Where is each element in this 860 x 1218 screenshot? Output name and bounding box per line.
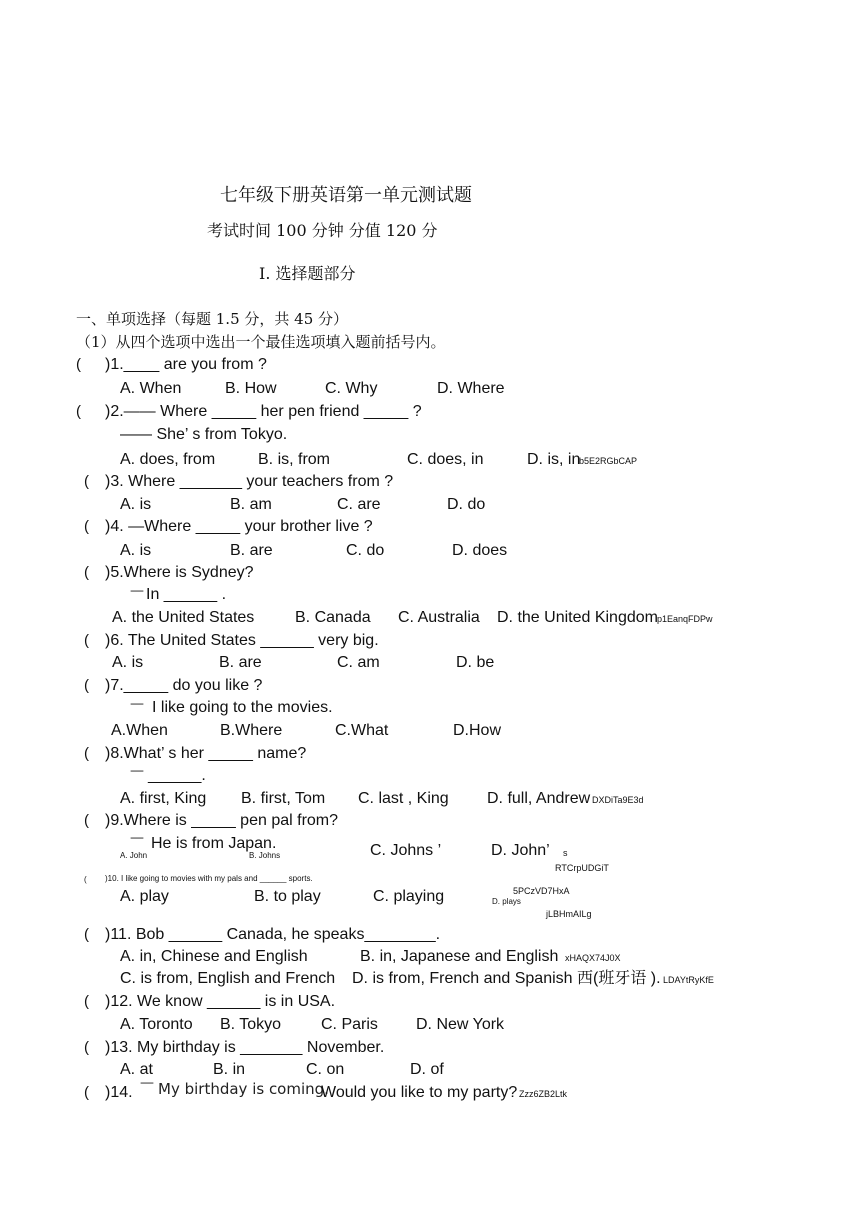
page-title: 七年级下册英语第一单元测试题 (220, 185, 472, 206)
watermark-code: b5E2RGbCAP (579, 456, 638, 466)
watermark-code: LDAYtRyKfE (663, 975, 714, 985)
option-d: D. be (456, 654, 495, 671)
option-c: C. last , King (358, 790, 449, 807)
question-stem: )13. My birthday is _______ November. (105, 1039, 385, 1056)
answer-paren[interactable]: ( (84, 926, 89, 943)
watermark-code: jLBHmAILg (546, 909, 592, 919)
option-a: A. first, King (120, 790, 207, 807)
option-d: D. is from, French and Spanish 西(班牙语 ). (352, 970, 661, 987)
dash-mark-icon: — (130, 583, 144, 599)
question-stem: )14. (105, 1084, 133, 1101)
question-stem: )3. Where _______ your teachers from ? (105, 473, 394, 490)
answer-paren[interactable]: ( (84, 745, 89, 762)
option-c: C. on (306, 1061, 345, 1078)
option-a: A. is (112, 654, 144, 671)
option-d: D. plays (492, 897, 521, 906)
option-a: A. When (120, 380, 182, 397)
answer-paren[interactable]: ( (84, 993, 89, 1010)
question-stem: )5.Where is Sydney? (105, 564, 254, 581)
option-b: B. are (230, 542, 273, 559)
question-stem: )10. I like going to movies with my pals and ______ sports. (105, 874, 313, 883)
question-stem: )11. Bob ______ Canada, he speaks________. (105, 926, 441, 943)
option-b: B. Johns (249, 851, 281, 860)
option-c: C. Paris (321, 1016, 378, 1033)
question-stem: )8.What’ s her _____ name? (105, 745, 307, 762)
option-b: B. in, Japanese and English (360, 948, 559, 965)
answer-paren[interactable]: ( (84, 473, 89, 490)
question-stem: )7._____ do you like ? (105, 677, 263, 694)
dialogue-reply: ______. (148, 767, 206, 784)
option-d: D. the United Kingdom (497, 609, 658, 626)
option-b: B. is, from (258, 451, 331, 468)
dialogue-reply: Would you like to my party? (321, 1084, 518, 1101)
question-stem: )4. —Where _____ your brother live ? (105, 518, 373, 535)
option-d: D. of (410, 1061, 444, 1078)
option-c: C. Australia (398, 609, 480, 626)
dialogue-reply: I like going to the movies. (152, 699, 333, 716)
watermark-code: DXDiTa9E3d (592, 795, 644, 805)
option-b: B. Canada (295, 609, 371, 626)
answer-paren[interactable]: ( (84, 632, 89, 649)
option-c: C. am (337, 654, 380, 671)
option-b: B. am (230, 496, 272, 513)
option-d: D. is, in (527, 451, 581, 468)
option-b: B. How (225, 380, 277, 397)
answer-paren[interactable]: ( (84, 518, 89, 535)
answer-paren[interactable]: ( (84, 564, 89, 581)
handwritten-reply: My birthday is coming. (158, 1080, 329, 1098)
option-a: A. Toronto (120, 1016, 193, 1033)
dialogue-reply: He is from Japan. (151, 835, 277, 852)
dialogue-reply: In ______ . (146, 586, 227, 603)
option-c: C. is from, English and French (120, 970, 336, 987)
option-d: D.How (453, 722, 502, 739)
watermark-code: p1EanqFDPw (657, 614, 713, 624)
dash-mark-icon: — (130, 830, 144, 846)
option-a: A. John (120, 851, 148, 860)
question-stem: )2.—— Where _____ her pen friend _____ ? (105, 403, 422, 420)
question-stem: )6. The United States ______ very big. (105, 632, 379, 649)
option-b: B. are (219, 654, 262, 671)
dash-mark-icon: — (130, 696, 144, 712)
option-c: C. are (337, 496, 381, 513)
option-a: A. is (120, 496, 152, 513)
answer-paren[interactable]: ( (84, 1039, 89, 1056)
watermark-code: RTCrpUDGiT (555, 863, 609, 873)
part-heading: I. 选择题部分 (259, 264, 356, 283)
dash-mark-icon: — (130, 763, 144, 779)
option-d: D. John’ (491, 842, 550, 859)
watermark-code: 5PCzVD7HxA (513, 886, 570, 896)
option-c: C. Johns ’ (370, 842, 442, 859)
option-b: B. in (213, 1061, 246, 1078)
question-stem: )9.Where is _____ pen pal from? (105, 812, 339, 829)
option-d: D. Where (437, 380, 505, 397)
answer-paren[interactable]: ( (76, 403, 81, 420)
option-a: A. at (120, 1061, 153, 1078)
answer-paren[interactable]: ( (84, 812, 89, 829)
option-a: A. is (120, 542, 152, 559)
exam-info: 考试时间 100 分钟 分值 120 分 (207, 221, 438, 240)
dialogue-reply: —— She’ s from Tokyo. (120, 426, 288, 443)
option-c: C. does, in (407, 451, 484, 468)
option-a: A. play (120, 888, 169, 905)
option-c: C.What (335, 722, 389, 739)
option-d: D. does (452, 542, 508, 559)
option-b: B. Tokyo (220, 1016, 282, 1033)
watermark-code: xHAQX74J0X (565, 953, 621, 963)
option-d: D. do (447, 496, 486, 513)
option-d-suffix: s (563, 848, 568, 858)
answer-paren[interactable]: ( (84, 875, 87, 884)
option-d: D. full, Andrew (487, 790, 591, 807)
dash-mark-icon: — (140, 1075, 154, 1091)
answer-paren[interactable]: ( (84, 677, 89, 694)
question-stem: )12. We know ______ is in USA. (105, 993, 336, 1010)
answer-paren[interactable]: ( (76, 356, 81, 373)
answer-paren[interactable]: ( (84, 1084, 89, 1101)
section-instruction: （1）从四个选项中选出一个最佳选项填入题前括号内。 (76, 333, 446, 351)
option-b: B.Where (220, 722, 283, 739)
watermark-code: Zzz6ZB2Ltk (519, 1089, 568, 1099)
section-heading: 一、单项选择（每题 1.5 分，共 45 分） (76, 310, 349, 328)
option-a: A. does, from (120, 451, 216, 468)
option-b: B. first, Tom (241, 790, 326, 807)
option-c: C. Why (325, 380, 378, 397)
option-a: A. the United States (112, 609, 255, 626)
option-c: C. playing (373, 888, 445, 905)
option-a: A.When (111, 722, 168, 739)
option-d: D. New York (416, 1016, 505, 1033)
option-a: A. in, Chinese and English (120, 948, 308, 965)
option-b: B. to play (254, 888, 321, 905)
option-c: C. do (346, 542, 385, 559)
question-stem: )1.____ are you from ? (105, 356, 267, 373)
